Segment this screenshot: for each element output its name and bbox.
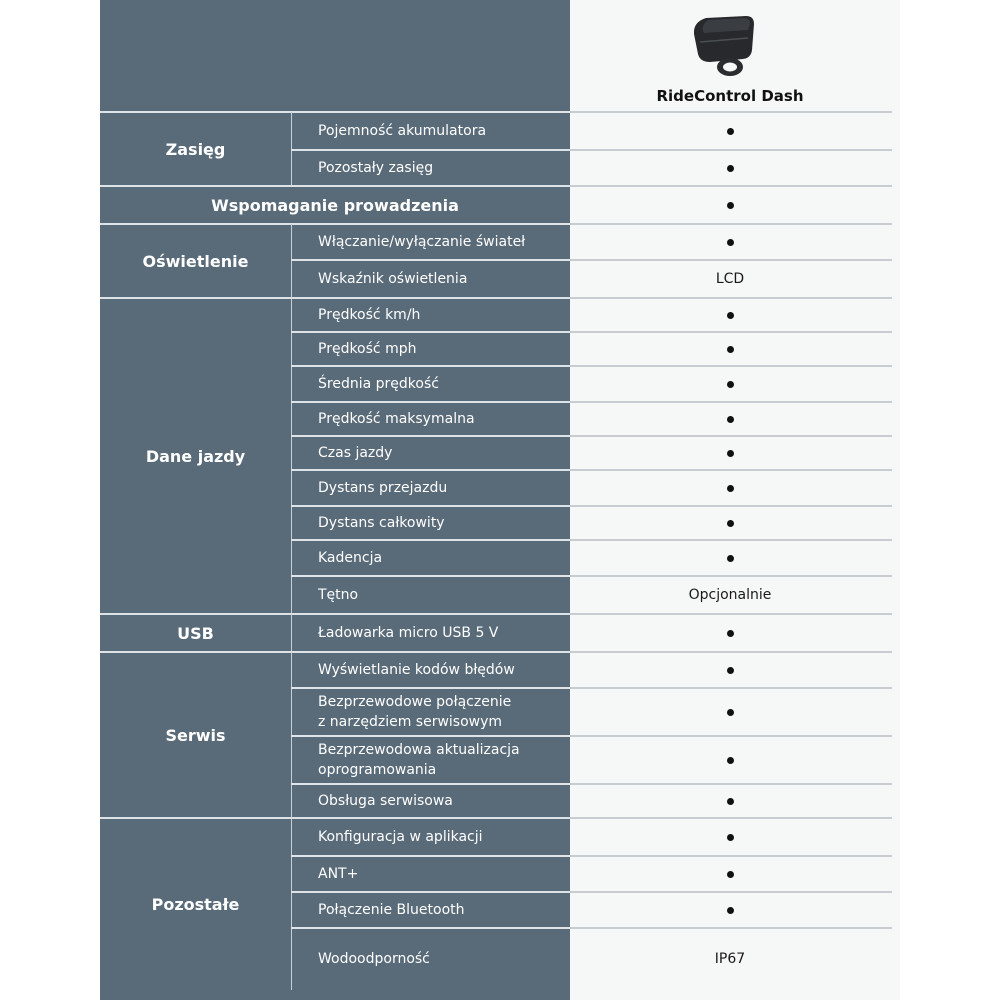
feature-label <box>318 224 568 260</box>
value-text: Opcjonalnie <box>688 587 772 603</box>
feature-text: Ładowarka micro USB 5 V <box>318 625 499 641</box>
feature-label <box>318 402 568 436</box>
feature-text: Konfiguracja w aplikacji <box>318 829 483 845</box>
supported-dot-icon <box>727 709 734 716</box>
feature-label <box>318 260 568 298</box>
product-value-cell <box>570 736 890 784</box>
supported-dot-icon <box>727 871 734 878</box>
supported-dot-icon <box>727 312 734 319</box>
supported-dot-icon <box>727 757 734 764</box>
supported-dot-icon <box>727 907 734 914</box>
feature-text: Połączenie Bluetooth <box>318 902 465 918</box>
category-label: Wspomaganie prowadzenia <box>211 195 459 215</box>
supported-dot-icon <box>727 520 734 527</box>
feature-label <box>318 540 568 576</box>
feature-label <box>318 818 568 856</box>
column-divider <box>291 224 292 298</box>
supported-dot-icon <box>727 128 734 135</box>
category-label: Dane jazdy <box>145 446 246 466</box>
feature-text: Włączanie/wyłączanie świateł <box>318 234 526 250</box>
product-value-cell <box>570 224 890 260</box>
product-value-cell <box>570 112 890 150</box>
product-value-cell <box>570 470 890 506</box>
product-value-cell <box>570 892 890 928</box>
feature-text: Pozostały zasięg <box>318 160 434 176</box>
feature-text: Średnia prędkość <box>318 376 439 392</box>
feature-label <box>318 298 568 332</box>
feature-text: Wyświetlanie kodów błędów <box>318 662 515 678</box>
product-value-cell <box>570 402 890 436</box>
feature-text: Prędkość mph <box>318 341 417 357</box>
product-value-cell <box>570 688 890 736</box>
supported-dot-icon <box>727 202 734 209</box>
product-value-cell <box>570 366 890 402</box>
supported-dot-icon <box>727 381 734 388</box>
product-value-cell <box>570 260 890 298</box>
feature-text: Tętno <box>318 587 359 603</box>
feature-text: Bezprzewodowa aktualizacja oprogramowania <box>318 742 520 778</box>
feature-label <box>318 470 568 506</box>
feature-label <box>318 784 568 818</box>
supported-dot-icon <box>727 346 734 353</box>
feature-label <box>318 112 568 150</box>
category-label: Zasięg <box>165 139 226 159</box>
feature-text: Kadencja <box>318 550 383 566</box>
feature-label <box>318 436 568 470</box>
product-value-cell <box>570 150 890 186</box>
feature-text: Prędkość km/h <box>318 307 421 323</box>
supported-dot-icon <box>727 667 734 674</box>
supported-dot-icon <box>727 798 734 805</box>
product-value-cell <box>570 540 890 576</box>
supported-dot-icon <box>727 630 734 637</box>
feature-text: Bezprzewodowe połączenie z narzędziem serwisowym <box>318 694 512 730</box>
feature-text: Prędkość maksymalna <box>318 411 475 427</box>
product-value-cell <box>570 506 890 540</box>
comparison-table <box>100 0 900 1000</box>
product-value-cell <box>570 332 890 366</box>
category-label: Pozostałe <box>151 894 240 914</box>
feature-label <box>318 652 568 688</box>
value-text: LCD <box>715 271 745 287</box>
feature-text: Wodoodporność <box>318 951 430 967</box>
product-value-cell <box>570 818 890 856</box>
feature-text: Wskaźnik oświetlenia <box>318 271 468 287</box>
column-divider <box>291 298 292 614</box>
product-value-cell <box>570 436 890 470</box>
feature-text: Pojemność akumulatora <box>318 123 487 139</box>
feature-text: ANT+ <box>318 866 359 882</box>
feature-text: Dystans całkowity <box>318 515 445 531</box>
product-name-header: RideControl Dash <box>656 87 804 105</box>
product-value-cell <box>570 614 890 652</box>
supported-dot-icon <box>727 555 734 562</box>
supported-dot-icon <box>727 416 734 423</box>
product-value-cell <box>570 652 890 688</box>
supported-dot-icon <box>727 834 734 841</box>
product-value-cell <box>570 856 890 892</box>
feature-text: Dystans przejazdu <box>318 480 448 496</box>
device-image <box>688 12 772 82</box>
product-value-cell <box>570 576 890 614</box>
value-text: IP67 <box>714 951 746 967</box>
feature-label <box>318 150 568 186</box>
column-divider <box>291 614 292 652</box>
supported-dot-icon <box>727 239 734 246</box>
supported-dot-icon <box>727 165 734 172</box>
product-value-cell <box>570 928 890 990</box>
feature-label <box>318 576 568 614</box>
feature-label <box>318 366 568 402</box>
category-label: Serwis <box>165 725 226 745</box>
product-value-cell <box>570 298 890 332</box>
category-label: Oświetlenie <box>142 251 249 271</box>
feature-label <box>318 332 568 366</box>
category-label: USB <box>177 623 214 643</box>
column-divider <box>291 818 292 990</box>
feature-label <box>318 736 568 784</box>
feature-label <box>318 506 568 540</box>
feature-label <box>318 614 568 652</box>
feature-label <box>318 928 568 990</box>
feature-label <box>318 688 568 736</box>
supported-dot-icon <box>727 450 734 457</box>
feature-label <box>318 892 568 928</box>
feature-text: Czas jazdy <box>318 445 393 461</box>
product-value-cell <box>570 784 890 818</box>
feature-text: Obsługa serwisowa <box>318 793 453 809</box>
product-value-cell <box>570 186 890 224</box>
supported-dot-icon <box>727 485 734 492</box>
feature-label <box>318 856 568 892</box>
